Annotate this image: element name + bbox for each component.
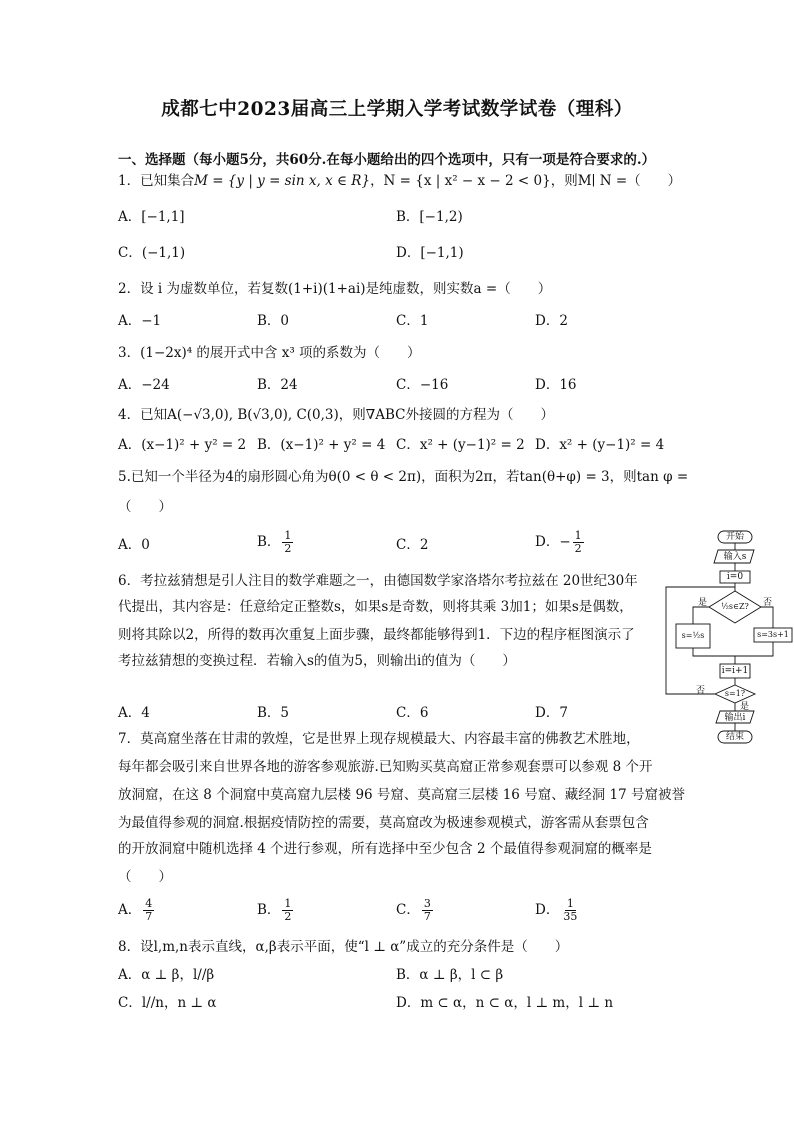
flow-no-label: 否: [763, 598, 773, 608]
fraction-numerator: 1: [284, 529, 292, 542]
q7-option-d: [535, 898, 581, 923]
q2-option-c: C．1: [396, 313, 429, 329]
question-5-stem: 5.已知一个半径为4的扇形圆心角为θ(0 < θ < 2π)，面积为2π，若tan(θ+φ) = 3，则tan φ =: [118, 469, 689, 485]
fraction-denominator: 2: [574, 542, 582, 555]
flow-increment-label: i=i+1: [721, 666, 749, 676]
question-6-line-2: 代提出，其内容是：任意给定正整数s，如果s是奇数，则将其乘 3加1；如果s是偶数，: [118, 599, 633, 615]
flow-init-label: i=0: [726, 572, 744, 582]
fraction-denominator: 35: [563, 910, 578, 923]
flow-yes-label: 是: [698, 598, 708, 608]
question-7-line-6: （ ）: [118, 869, 172, 885]
question-7-line-4: 为最值得参观的洞窟.根据疫情防控的需要，莫高窟改为极速参观模式，游客需从套票包含: [118, 815, 649, 831]
question-3-stem: 3．(1−2x)⁴ 的展开式中含 x³ 项的系数为（ ）: [118, 345, 421, 361]
q6-option-b: B．5: [257, 705, 290, 721]
flow-end-label: 结束: [725, 732, 744, 742]
flow-condition2-label: s=1?: [724, 689, 746, 698]
flow-start-label: 开始: [725, 532, 744, 542]
q5-option-b: [257, 530, 295, 555]
q1-option-a: A．[−1,1]: [118, 209, 185, 225]
q4-option-d: D．x² + (y−1)² = 4: [535, 437, 665, 453]
q1-option-b: B．[−1,2): [396, 209, 463, 225]
q7-option-a-fraction: [143, 898, 154, 923]
q3-option-c: C．−16: [396, 377, 449, 393]
q5-option-b-label: B．: [257, 534, 281, 550]
flow-right-box-label: s=3s+1: [757, 630, 789, 639]
q7-option-b: [257, 898, 295, 923]
q6-option-d: D．7: [535, 705, 568, 721]
q3-option-b: B．24: [257, 377, 298, 393]
q7-option-c: [396, 898, 435, 923]
flow-input-label: 输入s: [723, 552, 747, 562]
question-6-line-3: 则将其除以2，所得的数再次重复上面步骤，最终都能够得到1．下边的程序框图演示了: [118, 627, 635, 643]
flowchart: [662, 530, 794, 750]
q7-option-d-fraction: [561, 898, 579, 923]
fraction-denominator: 2: [284, 910, 292, 923]
question-7-line-1: 7．莫高窟坐落在甘肃的敦煌，它是世界上现存规模最大、内容最丰富的佛教艺术胜地，: [118, 731, 640, 747]
q4-option-c: C．x² + (y−1)² = 2: [396, 437, 525, 453]
fraction-numerator: 1: [574, 529, 582, 542]
q8-option-d: D．m ⊂ α，n ⊂ α，l ⊥ m，l ⊥ n: [396, 995, 614, 1011]
question-7-line-2: 每年都会吸引来自世界各地的游客参观旅游.已知购买莫高窟正常参观套票可以参观 8 个开: [118, 759, 653, 775]
q6-option-a: A．4: [118, 705, 150, 721]
q3-option-d: D．16: [535, 377, 577, 393]
q7-option-a-label: A．: [118, 902, 142, 918]
question-7-line-5: 的开放洞窟中随机选择 4 个进行参观，所有选择中至少包含 2 个最值得参观洞窟的概率是: [118, 841, 652, 857]
question-2-stem: 2．设 i 为虚数单位，若复数(1+i)(1+ai)是纯虚数，则实数a =（ ）: [118, 281, 552, 297]
question-1-stem: [118, 172, 681, 190]
question-7-line-3: 放洞窟，在这 8 个洞窟中莫高窟九层楼 96 号窟、莫高窟三层楼 16 号窟、藏经洞 17 号窟被誉: [118, 787, 685, 803]
flow-output-label: 输出i: [724, 713, 746, 723]
fraction-numerator: 4: [145, 897, 153, 910]
q8-option-a: A．α ⊥ β，l//β: [118, 967, 215, 983]
q1-set-m: M = {y | y = sin x, x ∈ R}: [194, 173, 371, 189]
q1-text-pre: 1．已知集合: [118, 173, 195, 189]
q1-text-post: ，则M∣ N =（ ）: [550, 173, 682, 189]
q2-option-b: B．0: [257, 313, 290, 329]
q5-option-d-label: D．−: [535, 534, 571, 550]
fraction-denominator: 7: [145, 910, 153, 923]
fraction-denominator: 7: [423, 910, 431, 923]
section-heading: 一、选择题（每小题5分，共60分.在每小题给出的四个选项中，只有一项是符合要求的.）: [118, 152, 656, 168]
q4-option-a: A．(x−1)² + y² = 2: [118, 437, 247, 453]
question-4-stem: 4．已知A(−√3,0), B(√3,0), C(0,3)，则∇ABC外接圆的方程为（ ）: [118, 407, 554, 423]
q1-option-c: C．(−1,1): [118, 245, 186, 261]
question-8-stem: 8．设l,m,n表示直线，α,β表示平面，使“l ⊥ α”成立的充分条件是（ ）: [118, 939, 569, 955]
fraction-numerator: 1: [566, 897, 574, 910]
fraction-denominator: 2: [284, 542, 292, 555]
q4-option-b: B．(x−1)² + y² = 4: [257, 437, 386, 453]
fraction-numerator: 1: [284, 897, 292, 910]
flow-condition-label: ½s∈Z?: [721, 602, 749, 611]
q7-option-c-label: C．: [396, 902, 420, 918]
flow-no2-label: 否: [696, 686, 706, 696]
q6-option-c: C．6: [396, 705, 429, 721]
q1-option-d: D．[−1,1): [396, 245, 464, 261]
flow-left-box-label: s=½s: [681, 631, 705, 640]
q2-option-d: D．2: [535, 313, 568, 329]
question-6-line-4: 考拉兹猜想的变换过程．若输入s的值为5，则输出i的值为（ ）: [118, 653, 516, 669]
flow-yes2-label: 是: [740, 702, 750, 712]
question-6-line-1: 6．考拉兹猜想是引人注目的数学难题之一，由德国数学家洛塔尔考拉兹在 20世纪30年: [118, 573, 638, 589]
q1-set-n: ，N = {x | x² − x − 2 < 0}: [370, 173, 551, 189]
q7-option-d-label: D．: [535, 902, 560, 918]
q5-option-d-fraction: [573, 530, 584, 555]
q7-option-c-fraction: [422, 898, 433, 923]
fraction-numerator: 3: [423, 897, 431, 910]
page-title: 成都七中2023届高三上学期入学考试数学试卷（理科）: [161, 99, 633, 120]
q5-option-a: A．0: [118, 537, 150, 553]
q5-option-c: C．2: [396, 537, 429, 553]
q7-option-b-fraction: [282, 898, 293, 923]
q5-option-d: [535, 530, 586, 555]
question-5-stem-cont: （ ）: [118, 499, 172, 515]
q8-option-b: B．α ⊥ β，l ⊂ β: [396, 967, 504, 983]
q8-option-c: C．l//n，n ⊥ α: [118, 995, 217, 1011]
q3-option-a: A．−24: [118, 377, 170, 393]
q7-option-a: [118, 898, 156, 923]
q5-option-b-fraction: [282, 530, 293, 555]
q7-option-b-label: B．: [257, 902, 281, 918]
q2-option-a: A．−1: [118, 313, 162, 329]
